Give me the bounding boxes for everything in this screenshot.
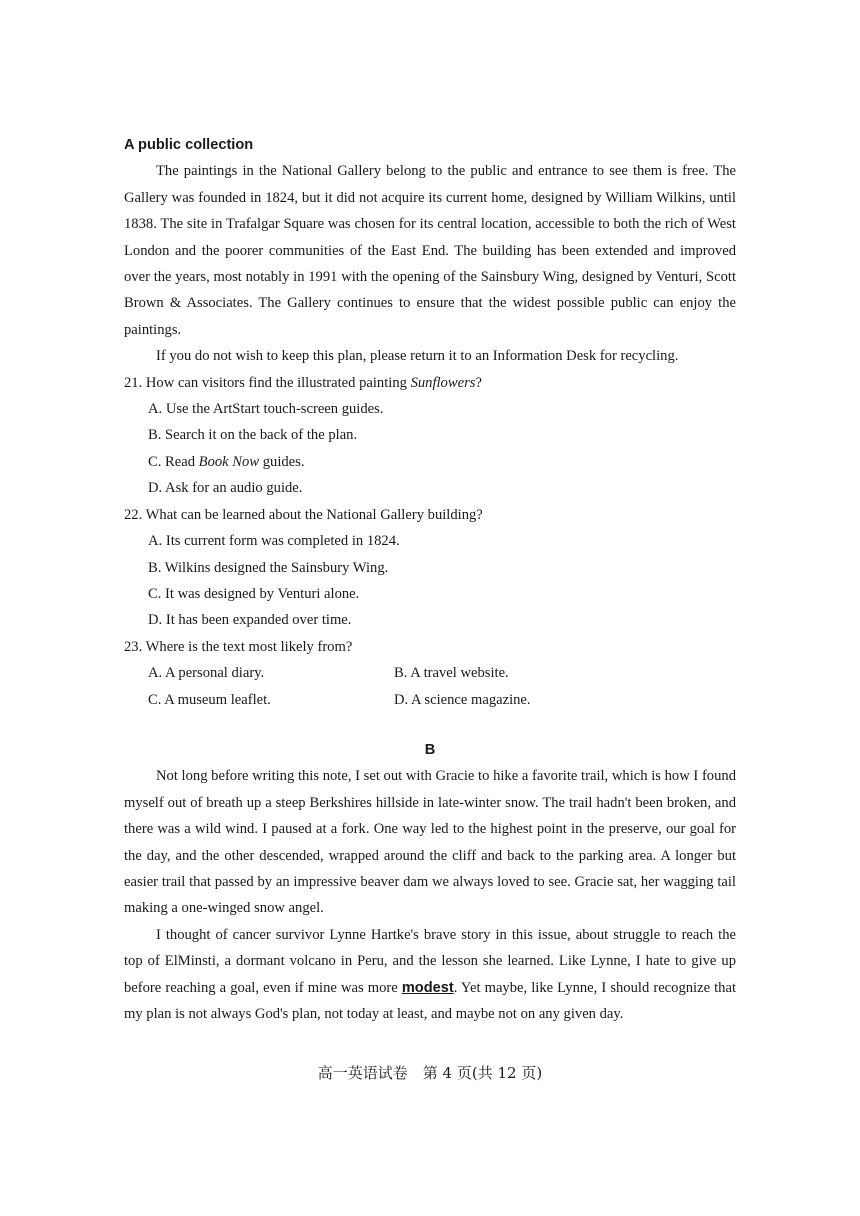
section-b-paragraph-2-end: . Yet maybe, like Lynne, I should recognize that my plan is not always God's plan, not today at least, and maybe not on any given day. [124, 979, 737, 1022]
underlined-word: modest [401, 979, 454, 996]
section-a-heading: A public collection [124, 137, 254, 153]
question-22-option-c: C. It was designed by Venturi alone. [148, 585, 360, 602]
page-footer: 高一英语试卷 第 4 页(共 12 页) [317, 1064, 543, 1082]
question-22-option-d: D. It has been expanded over time. [148, 612, 352, 629]
section-b-label: B [424, 741, 436, 758]
question-23-option-a: A. A personal diary. [148, 665, 265, 682]
question-21-option-a: A. Use the ArtStart touch-screen guides. [148, 401, 384, 418]
question-21-option-b: B. Search it on the back of the plan. [148, 427, 358, 444]
question-23-stem: 23. Where is the text most likely from? [124, 638, 353, 655]
question-21-option-c-title: Book Now [198, 453, 260, 470]
section-b-paragraph-2 [124, 922, 736, 1028]
question-21-stem-end: ? [475, 374, 482, 391]
question-23-option-c: C. A museum leaflet. [148, 691, 271, 708]
question-21-option-c [124, 449, 736, 475]
question-21-option-c-end: guides. [259, 453, 305, 470]
section-a-paragraph-1: The paintings in the National Gallery belong to the public and entrance to see them is free. The Gallery was founded in 1824, but it did not acquire its current home, designed by William Wilkins, until 1838. The site in Trafalgar Square was chosen for its central location, accessible to both the rich of West London and the poorer communities of the East End. The building has been extended and improved over the years, most notably in 1991 with the opening of the Sainsbury Wing, designed by Venturi, Scott Brown & Associates. The Gallery continues to ensure that the widest possible public can enjoy the paintings. [124, 163, 736, 338]
section-b-paragraph-2-text: I thought of cancer survivor Lynne Hartke's brave story in this issue, about struggle to reach the top of ElMinsti, a dormant volcano in Peru, and the lesson she learned. Like Lynne, I hate to give up before reaching a goal, even if mine was more [124, 926, 736, 996]
page-content [124, 132, 736, 1027]
question-23-option-b: B. A travel website. [394, 665, 509, 682]
question-23-options-row-1 [124, 660, 736, 686]
question-21-stem-text: 21. How can visitors find the illustrated painting [124, 374, 411, 391]
section-b-paragraph-1: Not long before writing this note, I set out with Gracie to hike a favorite trail, which is how I found myself out of breath up a steep Berkshires hillside in late-winter snow. The trail hadn't been broken, and there was a wild wind. I paused at a fork. One way led to the highest point in the preserve, our goal for the day, and the other descended, wrapped around the cliff and back to the parking area. A longer but easier trail that passed by an impressive beaver dam we always loved to see. Gracie sat, her wagging tail making a one-winged snow angel. [124, 768, 736, 917]
question-21-stem-title: Sunflowers [410, 374, 476, 391]
question-23-option-d: D. A science magazine. [394, 691, 531, 708]
question-22-stem: 22. What can be learned about the National Gallery building? [124, 506, 483, 523]
question-22-option-b: B. Wilkins designed the Sainsbury Wing. [148, 559, 389, 576]
section-a-paragraph-2: If you do not wish to keep this plan, please return it to an Information Desk for recycling. [156, 348, 679, 365]
question-22-option-a: A. Its current form was completed in 1824. [148, 533, 400, 550]
question-23-options-row-2 [124, 687, 736, 713]
question-21-stem [124, 370, 736, 396]
question-21-option-d: D. Ask for an audio guide. [148, 480, 303, 497]
question-21-option-c-text: C. Read [148, 453, 199, 470]
